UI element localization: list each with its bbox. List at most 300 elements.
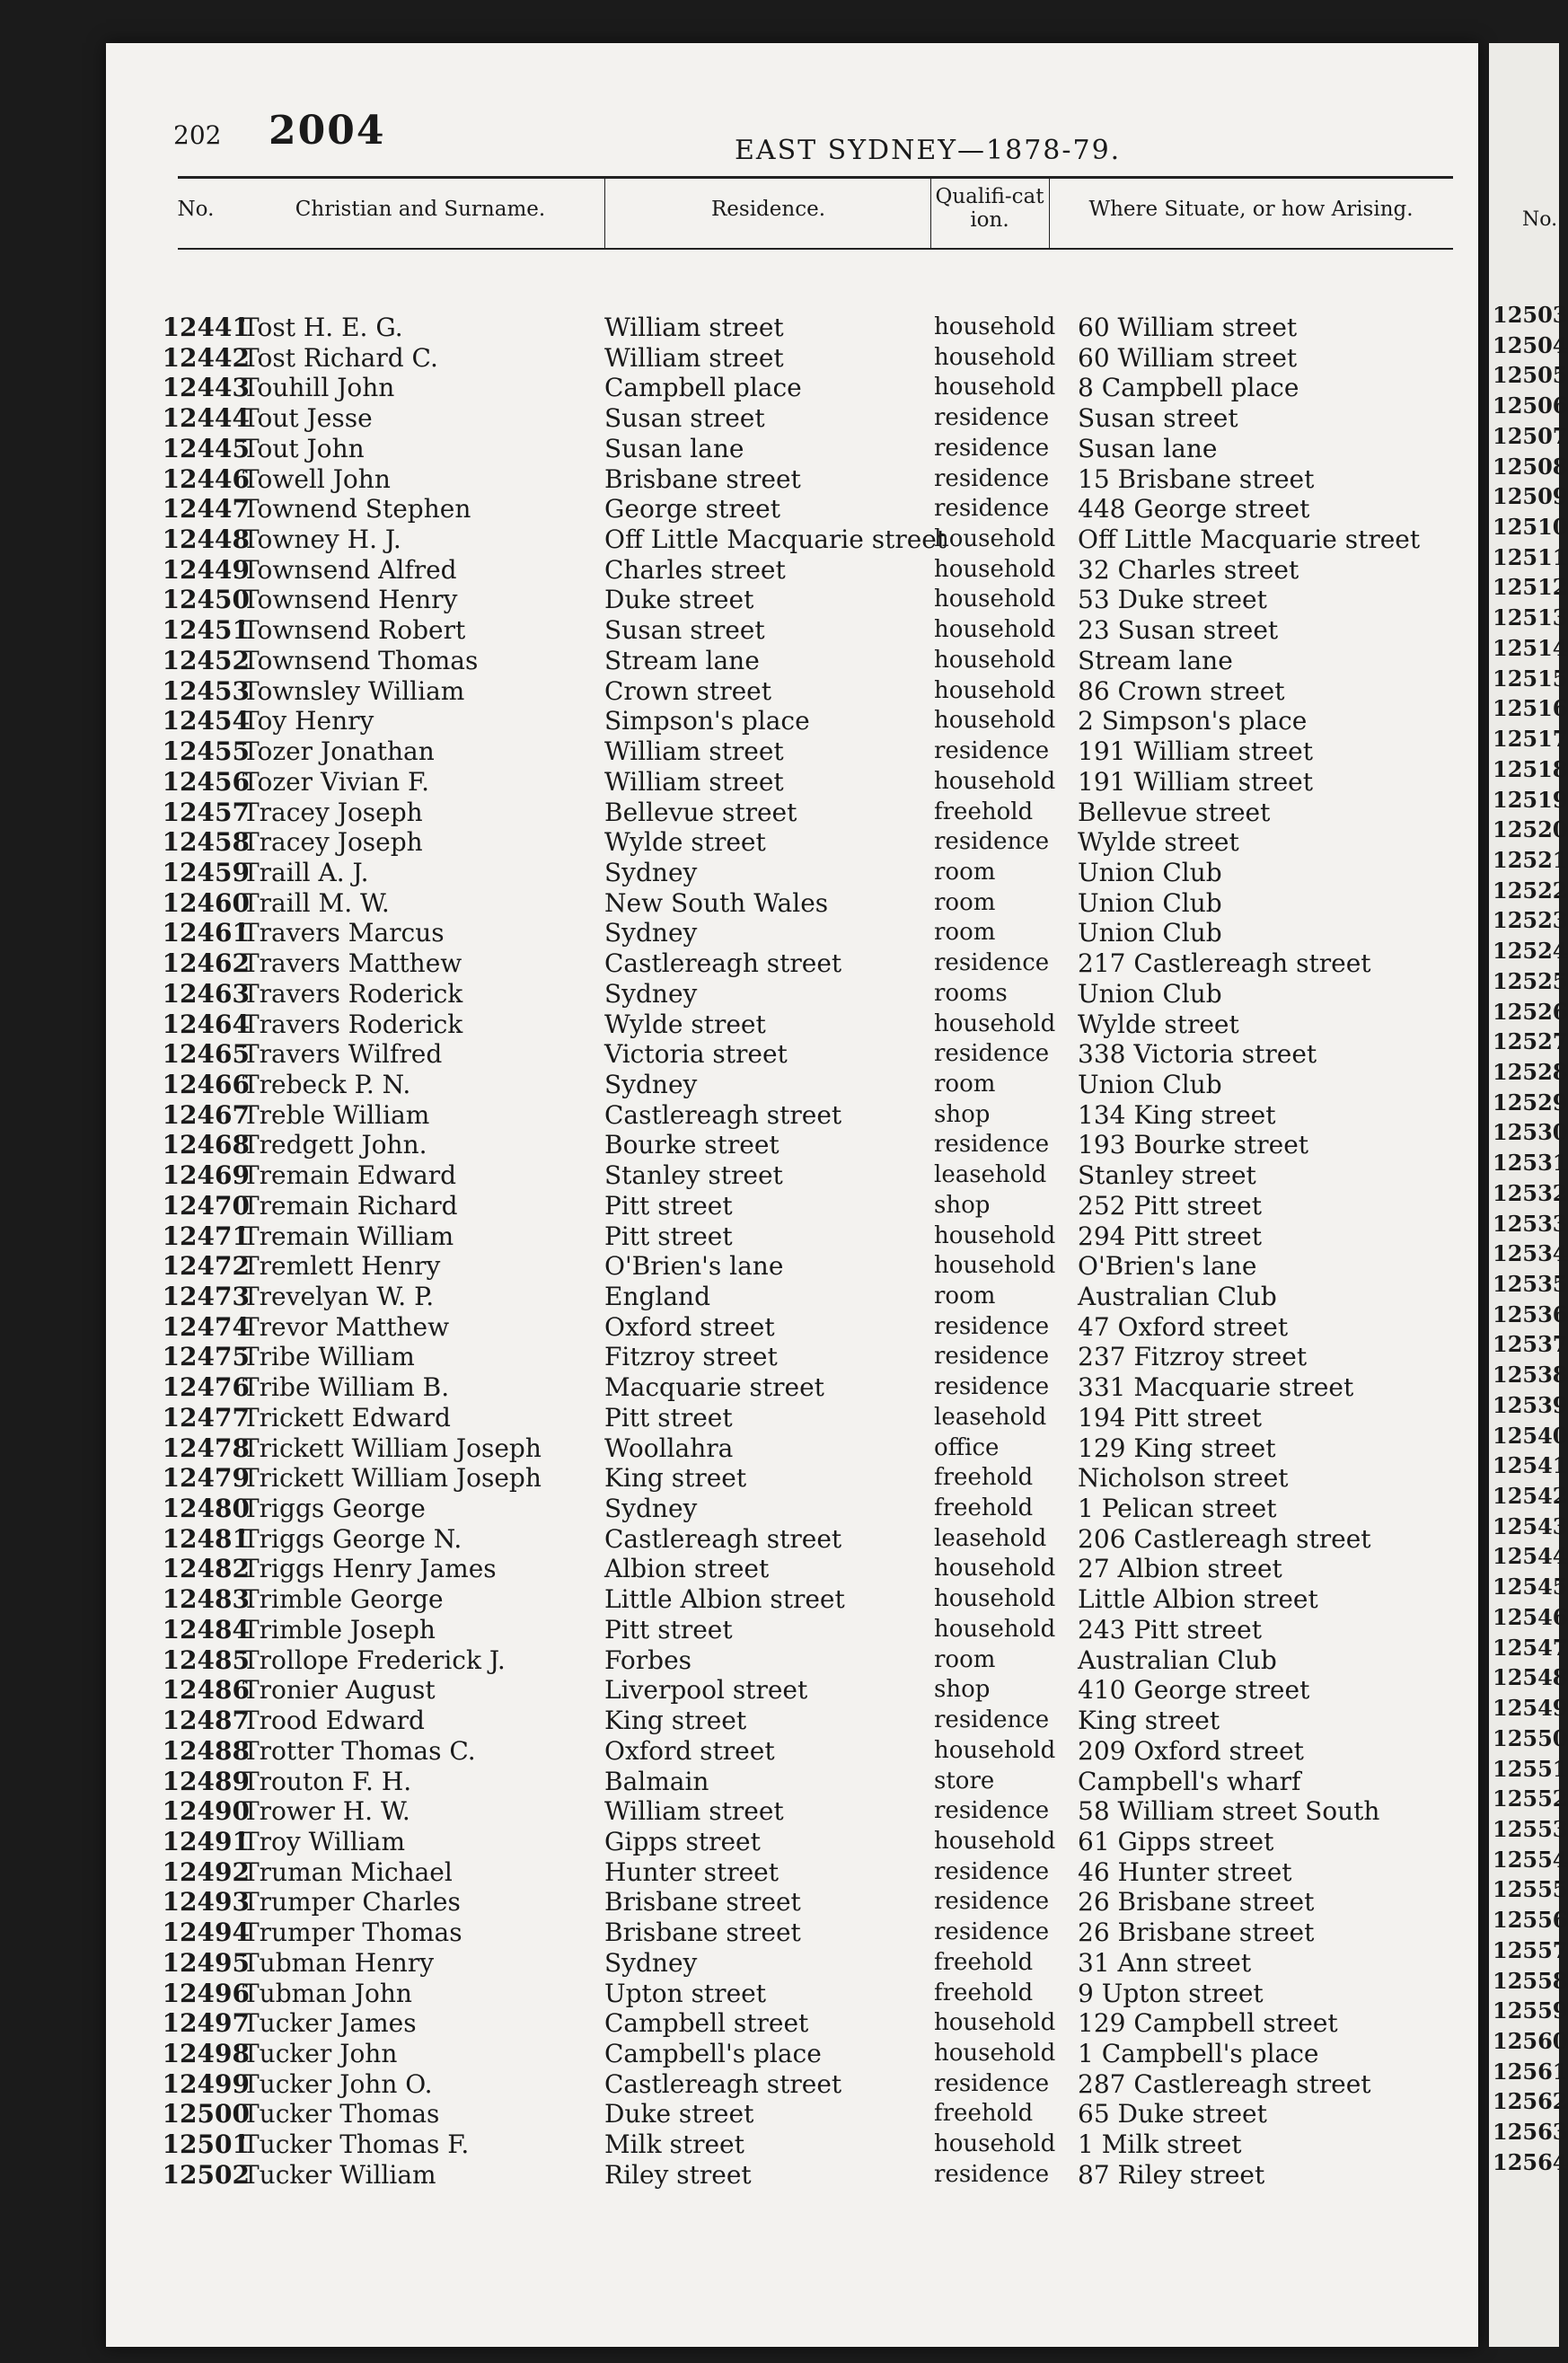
voter-name: Townend Stephen [242,494,471,525]
next-page-row-number: 12521 [1493,846,1568,873]
residence: Off Little Macquarie street [604,525,947,555]
next-page-row-number: 12508 [1493,453,1568,480]
where-situate: 86 Crown street [1078,675,1285,706]
voter-name: Tremain Edward [242,1160,457,1191]
voter-name: Toy Henry [242,706,374,736]
voter-name: Tozer Vivian F. [242,766,430,797]
next-page-row-number: 12543 [1493,1512,1568,1539]
row-number: 12502 [162,2159,250,2190]
qualification: freehold [934,798,1034,825]
residence: Campbell street [604,2008,809,2039]
qualification: residence [934,1373,1050,1401]
qualification: household [934,676,1056,704]
voter-name: Tout Jesse [242,403,373,434]
next-page-row-number: 12559 [1493,1997,1568,2024]
qualification: household [934,1221,1056,1249]
residence: Liverpool street [604,1675,808,1706]
residence: William street [604,736,784,767]
voter-name: Tucker Thomas F. [242,2129,470,2160]
residence: Charles street [604,554,786,585]
next-page-row-number: 12510 [1493,514,1568,541]
residence: Sydney [604,1947,698,1978]
qualification: residence [934,1040,1050,1068]
where-situate: 294 Pitt street [1078,1221,1262,1251]
row-number: 12451 [162,615,250,646]
table-row [106,1372,1478,1403]
table-row [106,1767,1478,1797]
where-situate: Campbell's wharf [1078,1766,1301,1796]
next-page-row-number: 12551 [1493,1755,1568,1782]
voter-name: Troy William [242,1826,405,1856]
where-situate: Union Club [1078,857,1222,887]
row-number: 12442 [162,342,250,373]
residence: Little Albion street [604,1584,845,1615]
residence: Duke street [604,585,754,615]
where-situate: 448 George street [1078,494,1310,525]
row-number: 12490 [162,1796,250,1827]
next-page-row-number: 12537 [1493,1331,1568,1358]
row-number: 12501 [162,2129,250,2160]
where-situate: 61 Gipps street [1078,1826,1274,1856]
next-page-row-number: 12560 [1493,2027,1568,2054]
row-number: 12460 [162,887,250,918]
next-page-row-number: 12535 [1493,1271,1568,1297]
qualification: residence [934,495,1050,523]
table-row [106,1191,1478,1221]
residence: Oxford street [604,1311,775,1342]
where-situate: 2 Simpson's place [1078,706,1308,736]
next-page-row-number: 12562 [1493,2088,1568,2115]
table-row [106,1827,1478,1857]
residence: O'Brien's lane [604,1251,784,1282]
table-row [106,494,1478,525]
residence: Bellevue street [604,797,797,827]
row-number: 12478 [162,1433,250,1463]
table-row [106,1584,1478,1615]
next-page-row-number: 12528 [1493,1058,1568,1085]
voter-name: Truman Michael [242,1856,453,1887]
residence: Pitt street [604,1221,733,1251]
table-row [106,1251,1478,1282]
qualification: freehold [934,1979,1034,2006]
qualification: household [934,1585,1056,1613]
table-row [106,1948,1478,1979]
qualification: store [934,1767,995,1794]
qualification: household [934,586,1056,613]
row-number: 12470 [162,1190,250,1221]
row-number: 12452 [162,645,250,675]
voter-name: Tucker William [242,2159,436,2190]
next-page-row-number: 12513 [1493,604,1568,631]
next-page-row-number: 12555 [1493,1876,1568,1903]
row-number: 12486 [162,1675,250,1706]
row-number: 12441 [162,313,250,342]
next-page-row-number: 12526 [1493,998,1568,1025]
voter-name: Trower H. W. [242,1796,410,1827]
qualification: residence [934,1343,1050,1371]
table-row [106,2099,1478,2129]
qualification: room [934,1283,996,1309]
table-row [106,2039,1478,2069]
next-page-row-number: 12518 [1493,755,1568,782]
table-row [106,646,1478,676]
table-row [106,313,1478,343]
voter-name: Trevor Matthew [242,1311,450,1342]
where-situate: 31 Ann street [1078,1947,1252,1978]
qualification: freehold [934,1464,1034,1492]
residence: England [604,1282,711,1311]
row-number: 12443 [162,373,250,403]
next-page-row-number: 12525 [1493,967,1568,994]
table-row [106,1645,1478,1676]
row-number: 12458 [162,827,250,858]
next-page-row-number: 12545 [1493,1574,1568,1600]
row-number: 12499 [162,2068,250,2099]
qualification: residence [934,464,1050,492]
residence: Wylde street [604,1009,766,1039]
qualification: household [934,2130,1056,2158]
table-row [106,1403,1478,1433]
qualification: residence [934,1706,1050,1734]
table-row [106,1615,1478,1645]
next-page-row-number: 12511 [1493,543,1568,570]
table-row [106,1524,1478,1555]
where-situate: 217 Castlereagh street [1078,948,1371,979]
residence: Castlereagh street [604,948,842,979]
qualification: residence [934,1888,1050,1916]
next-page-row-number: 12532 [1493,1179,1568,1206]
residence: Balmain [604,1766,709,1796]
where-situate: Susan lane [1078,433,1218,463]
row-number: 12455 [162,736,250,767]
header-bottom-rule [178,248,1453,250]
residence: Duke street [604,2099,754,2129]
table-row [106,706,1478,736]
where-situate: 47 Oxford street [1078,1311,1289,1342]
residence: William street [604,342,784,373]
voter-name: Trevelyan W. P. [242,1282,435,1311]
residence: Susan street [604,403,765,434]
voter-name: Tost Richard C. [242,342,438,373]
where-situate: 194 Pitt street [1078,1402,1262,1433]
residence: Upton street [604,1978,766,2008]
voter-name: Trimble George [242,1584,444,1615]
where-situate: 410 George street [1078,1675,1310,1706]
residence: Campbell place [604,373,802,403]
residence: Sydney [604,1494,698,1524]
where-situate: 338 Victoria street [1078,1039,1317,1070]
row-number: 12495 [162,1947,250,1978]
residence: Campbell's place [604,2038,822,2068]
voter-name: Trollope Frederick J. [242,1644,506,1675]
residence: Fitzroy street [604,1342,778,1372]
qualification: household [934,1736,1056,1764]
row-number: 12445 [162,433,250,463]
voter-name: Trickett Edward [242,1402,451,1433]
residence: Wylde street [604,827,766,858]
where-situate: 60 William street [1078,342,1298,373]
table-row [106,1857,1478,1888]
next-page-row-number: 12504 [1493,331,1568,358]
row-number: 12457 [162,797,250,827]
residence: Simpson's place [604,706,810,736]
where-situate: 8 Campbell place [1078,373,1299,403]
next-page-row-number: 12514 [1493,634,1568,661]
residence: Forbes [604,1644,692,1675]
qualification: freehold [934,1495,1034,1522]
next-page-row-number: 12539 [1493,1391,1568,1418]
where-situate: Stanley street [1078,1160,1256,1191]
next-page-row-number: 12533 [1493,1210,1568,1237]
qualification: office [934,1433,1000,1461]
residence: Pitt street [604,1190,733,1221]
next-page-row-number: 12509 [1493,483,1568,510]
row-number: 12449 [162,554,250,585]
voter-name: Tracey Joseph [242,797,423,827]
voter-name: Trouton F. H. [242,1766,412,1796]
where-situate: Wylde street [1078,827,1239,858]
residence: Riley street [604,2159,752,2190]
where-situate: 46 Hunter street [1078,1856,1292,1887]
next-page-row-number: 12512 [1493,574,1568,601]
residence: Albion street [604,1554,770,1584]
next-page-row-number: 12557 [1493,1936,1568,1963]
voter-name: Trumper Charles [242,1887,461,1918]
table-row [106,1494,1478,1524]
qualification: household [934,2039,1056,2067]
where-situate: 87 Riley street [1078,2159,1265,2190]
next-page-row-number: 12541 [1493,1452,1568,1479]
voter-name: Townsend Henry [242,585,458,615]
table-row [106,1342,1478,1372]
residence: Gipps street [604,1826,761,1856]
where-situate: 237 Fitzroy street [1078,1342,1308,1372]
qualification: room [934,1645,996,1673]
row-number: 12489 [162,1766,250,1796]
voter-name: Tucker John [242,2038,398,2068]
table-row [106,373,1478,403]
voter-name: Traill M. W. [242,887,390,918]
voter-name: Tout John [242,433,365,463]
where-situate: Union Club [1078,887,1222,918]
next-page-row-number: 12542 [1493,1483,1568,1510]
table-row [106,948,1478,979]
row-number: 12484 [162,1614,250,1644]
next-page-row-number: 12561 [1493,2058,1568,2085]
row-number: 12463 [162,978,250,1009]
row-number: 12496 [162,1978,250,2008]
qualification: household [934,555,1056,583]
next-page-numbers [1493,300,1568,2178]
table-row [106,736,1478,767]
residence: Victoria street [604,1039,788,1070]
where-situate: Susan street [1078,403,1238,434]
row-number: 12497 [162,2008,250,2039]
qualification: household [934,343,1056,371]
voter-name: Trebeck P. N. [242,1069,411,1099]
table-row [106,403,1478,434]
qualification: residence [934,737,1050,765]
row-number: 12482 [162,1554,250,1584]
table-row [106,1706,1478,1736]
table-row [106,979,1478,1010]
qualification: shop [934,1191,991,1219]
residence: New South Wales [604,887,829,918]
next-page-row-number: 12540 [1493,1422,1568,1449]
voter-name: Towell John [242,463,391,494]
where-situate: 243 Pitt street [1078,1614,1262,1644]
next-page-row-number: 12536 [1493,1301,1568,1327]
qualification: residence [934,2160,1050,2188]
where-situate: 23 Susan street [1078,615,1279,646]
where-situate: Union Club [1078,978,1222,1009]
next-page-row-number: 12538 [1493,1362,1568,1389]
where-situate: 15 Brisbane street [1078,463,1315,494]
voter-name: Townsend Thomas [242,645,479,675]
table-row [106,525,1478,555]
next-page-row-number: 12506 [1493,392,1568,419]
next-page-row-number: 12516 [1493,695,1568,722]
where-situate: 1 Milk street [1078,2129,1242,2160]
next-page-col-header: No. [1522,208,1558,231]
where-situate: 1 Pelican street [1078,1494,1277,1524]
voter-name: Triggs George [242,1494,426,1524]
col-divider-2 [930,178,931,250]
row-number: 12448 [162,525,250,555]
qualification: room [934,1070,996,1098]
row-number: 12475 [162,1342,250,1372]
next-page-row-number: 12523 [1493,907,1568,934]
table-row [106,888,1478,919]
next-page-row-number: 12507 [1493,422,1568,449]
qualification: leasehold [934,1403,1047,1431]
voter-name: Tucker John O. [242,2068,433,2099]
residence: Pitt street [604,1614,733,1644]
where-situate: 26 Brisbane street [1078,1918,1315,1948]
next-page-row-number: 12503 [1493,302,1568,328]
row-number: 12468 [162,1130,250,1160]
where-situate: 129 Campbell street [1078,2008,1338,2039]
table-row [106,1796,1478,1827]
voter-name: Tozer Jonathan [242,736,435,767]
row-number: 12485 [162,1644,250,1675]
residence: Sydney [604,978,698,1009]
row-number: 12446 [162,463,250,494]
next-page-row-number: 12520 [1493,816,1568,843]
qualification: residence [934,1131,1050,1159]
row-number: 12467 [162,1099,250,1130]
residence: Stanley street [604,1160,783,1191]
row-number: 12465 [162,1039,250,1070]
col-divider-1 [604,178,605,250]
residence: Castlereagh street [604,2068,842,2099]
where-situate: 60 William street [1078,313,1298,342]
qualification: residence [934,1857,1050,1885]
row-number: 12494 [162,1918,250,1948]
table-row [106,798,1478,828]
voter-name: Treble William [242,1099,430,1130]
table-row [106,1010,1478,1040]
where-situate: 191 William street [1078,766,1313,797]
row-number: 12444 [162,403,250,434]
table-row [106,1070,1478,1100]
voter-name: Trimble Joseph [242,1614,436,1644]
qualification: leasehold [934,1524,1047,1552]
row-number: 12479 [162,1463,250,1494]
next-page-row-number: 12556 [1493,1907,1568,1934]
table-row [106,1433,1478,1464]
voter-name: Travers Wilfred [242,1039,443,1070]
where-situate: Union Club [1078,1069,1222,1099]
qualification: residence [934,1312,1050,1340]
voter-name: Trumper Thomas [242,1918,462,1948]
row-number: 12491 [162,1826,250,1856]
where-situate: 191 William street [1078,736,1313,767]
next-page-row-number: 12552 [1493,1785,1568,1812]
table-row [106,1887,1478,1918]
row-number: 12450 [162,585,250,615]
next-page-row-number: 12554 [1493,1846,1568,1873]
qualification: household [934,767,1056,795]
where-situate: 9 Upton street [1078,1978,1264,2008]
residence: William street [604,313,784,342]
next-page-row-number: 12563 [1493,2119,1568,2146]
voter-name: Travers Roderick [242,1009,463,1039]
qualification: household [934,2009,1056,2037]
header-top-rule [178,176,1453,179]
qualification: household [934,1555,1056,1583]
qualification: shop [934,1100,991,1128]
residence: Pitt street [604,1402,733,1433]
residence: Woollahra [604,1433,734,1463]
row-number: 12459 [162,857,250,887]
residence: Stream lane [604,645,760,675]
residence: Milk street [604,2129,744,2160]
where-situate: 26 Brisbane street [1078,1887,1315,1918]
next-page-row-number: 12547 [1493,1634,1568,1661]
next-page-row-number: 12544 [1493,1543,1568,1570]
where-situate: King street [1078,1706,1220,1736]
where-situate: O'Brien's lane [1078,1251,1257,1282]
table-row [106,1736,1478,1767]
row-number: 12453 [162,675,250,706]
qualification: shop [934,1676,991,1704]
row-number: 12454 [162,706,250,736]
where-situate: 287 Castlereagh street [1078,2068,1371,2099]
table-row [106,585,1478,615]
next-page-row-number: 12549 [1493,1695,1568,1722]
residence: Hunter street [604,1856,779,1887]
voter-name: Tubman Henry [242,1947,435,1978]
next-page-row-number: 12553 [1493,1815,1568,1842]
residence: King street [604,1706,747,1736]
where-situate: Little Albion street [1078,1584,1318,1615]
table-row [106,1039,1478,1070]
qualification: freehold [934,1948,1034,1976]
row-number: 12462 [162,948,250,979]
qualification: leasehold [934,1161,1047,1189]
qualification: residence [934,949,1050,977]
residence: Castlereagh street [604,1523,842,1554]
next-page-row-number: 12517 [1493,726,1568,753]
row-number: 12481 [162,1523,250,1554]
qualification: household [934,313,1056,340]
voter-name: Tremlett Henry [242,1251,441,1282]
qualification: residence [934,434,1050,462]
table-row [106,827,1478,858]
residence: William street [604,766,784,797]
col-header-where: Where Situate, or how Arising. [1088,198,1414,221]
